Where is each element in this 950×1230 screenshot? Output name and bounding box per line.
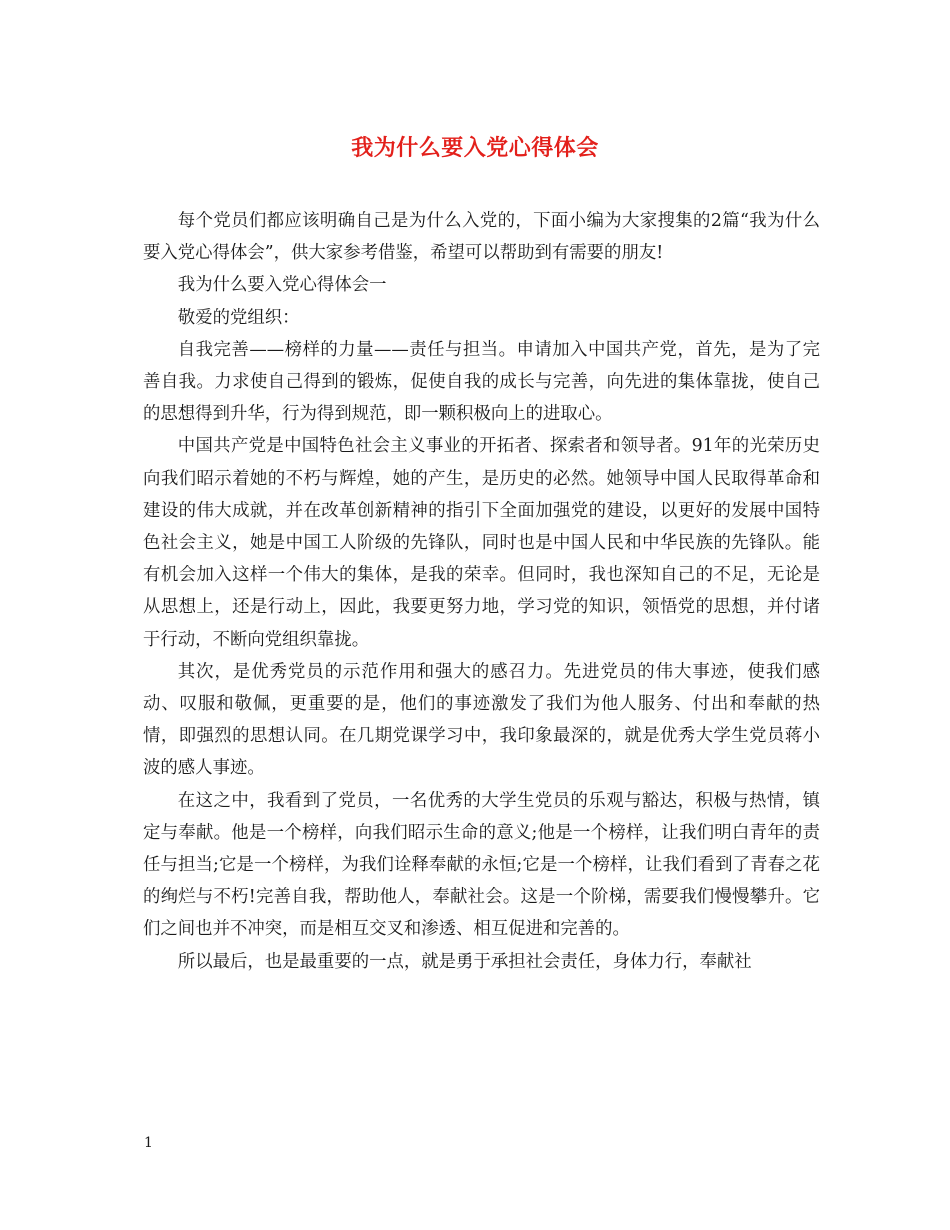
- body-paragraph: 其次，是优秀党员的示范作用和强大的感召力。先进党员的伟大事迹，使我们感动、叹服和敬佩，更重要的是，他们的事迹激发了我们为他人服务、付出和奉献的热情，即强烈的思想认同。在几期党课学习中，我印象最深的，就是优秀大学生党员蒋小波的感人事迹。: [143, 661, 820, 779]
- document-body: [143, 205, 820, 978]
- body-paragraph: 中国共产党是中国特色社会主义事业的开拓者、探索者和领导者。91年的光荣历史向我们昭示着她的不朽与辉煌，她的产生，是历史的必然。她领导中国人民取得革命和建设的伟大成就，并在改革创新精神的指引下全面加强党的建设，以更好的发展中国特色社会主义，她是中国工人阶级的先锋队，同时也是中国人民和中华民族的先锋队。能有机会加入这样一个伟大的集体，是我的荣幸。但同时，我也深知自己的不足，无论是从思想上，还是行动上，因此，我要更努力地，学习党的知识，领悟党的思想，并付诸于行动，不断向党组织靠拢。: [143, 436, 820, 650]
- page-number: 1: [144, 1135, 153, 1151]
- body-paragraph: 所以最后，也是最重要的一点，就是勇于承担社会责任，身体力行，奉献社: [177, 951, 752, 972]
- salutation: 敬爱的党组织：: [177, 307, 300, 328]
- document-title: 我为什么要入党心得体会: [351, 135, 599, 161]
- body-paragraph: 自我完善——榜样的力量——责任与担当。申请加入中国共产党，首先，是为了完善自我。力求使自己得到的锻炼，促使自我的成长与完善，向先进的集体靠拢，使自己的思想得到升华，行为得到规范，即一颗积极向上的进取心。: [143, 339, 820, 425]
- intro-paragraph: 每个党员们都应该明确自己是为什么入党的，下面小编为大家搜集的2篇“我为什么要入党心得体会”，供大家参考借鉴，希望可以帮助到有需要的朋友!: [143, 211, 820, 264]
- body-paragraph: 在这之中，我看到了党员，一名优秀的大学生党员的乐观与豁达，积极与热情，镇定与奉献。他是一个榜样，向我们昭示生命的意义;他是一个榜样，让我们明白青年的责任与担当;它是一个榜样，为我们诠释奉献的永恒;它是一个榜样，让我们看到了青春之花的绚烂与不朽!完善自我，帮助他人，奉献社会。这是一个阶梯，需要我们慢慢攀升。它们之间也并不冲突，而是相互交叉和渗透、相互促进和完善的。: [143, 790, 820, 940]
- section-heading: 我为什么要入党心得体会一: [177, 275, 387, 296]
